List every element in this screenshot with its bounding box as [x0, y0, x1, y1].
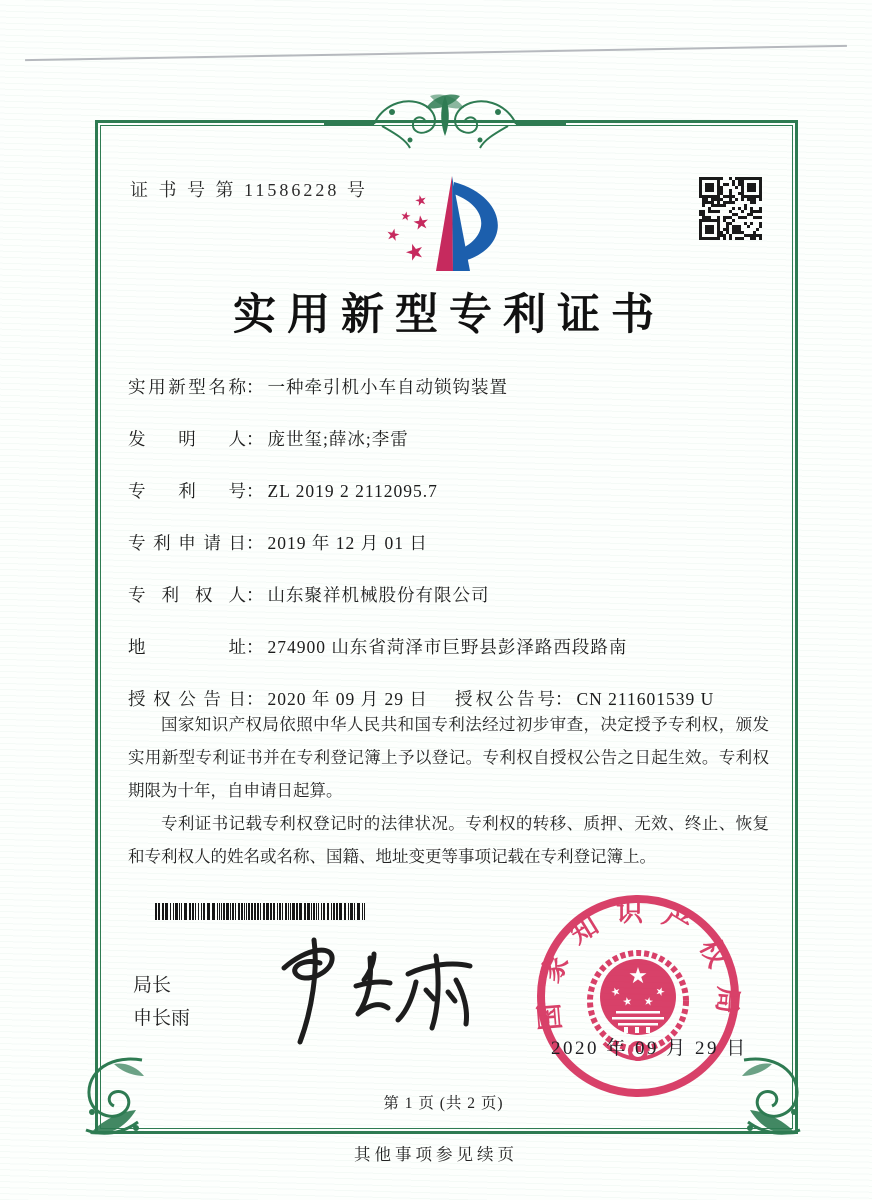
- field-value-grant-no: CN 211601539 U: [576, 689, 715, 709]
- grant-number-group: 授权公告号 ： CN 211601539 U: [455, 686, 714, 712]
- svg-text:★: ★: [411, 210, 432, 236]
- field-label: 授权公告号: [455, 689, 555, 709]
- continuation-note: 其他事项参见续页: [354, 1145, 518, 1164]
- field-row-name: 实用新型名称 ： 一种牵引机小车自动锁钩装置: [128, 374, 768, 426]
- field-label: 专利申请日: [128, 533, 246, 553]
- field-value-address: 274900 山东省菏泽市巨野县彭泽路西段路南: [267, 637, 628, 657]
- director-title: 局长: [133, 975, 172, 996]
- svg-text:★: ★: [401, 237, 429, 268]
- field-list: [128, 374, 768, 738]
- cnipa-logo: [353, 156, 531, 284]
- svg-text:★: ★: [642, 994, 655, 1009]
- svg-text:★: ★: [399, 208, 413, 224]
- svg-text:★: ★: [621, 994, 634, 1009]
- field-label: 专利号: [128, 481, 246, 501]
- field-value-grant-date: 2020 年 09 月 29 日: [267, 689, 428, 709]
- field-row-inventors: 发明人 ： 庞世玺;薛冰;李雷: [128, 426, 768, 478]
- scan-edge-line: [25, 45, 847, 61]
- legal-paragraph-1: 国家知识产权局依照中华人民共和国专利法经过初步审查，决定授予专利权，颁发实用新型专利证书并在专利登记簿上予以登记。专利权自授权公告之日起生效。专利权期限为十年，自申请日起算。: [128, 715, 769, 800]
- field-value-utility-name: 一种牵引机小车自动锁钩装置: [267, 377, 508, 397]
- field-label: 专利权人: [128, 585, 246, 605]
- field-row-patent-no: 专利号 ： ZL 2019 2 2112095.7: [128, 478, 768, 530]
- field-label: 地址: [128, 637, 246, 657]
- svg-text:★: ★: [384, 223, 403, 246]
- barcode: [155, 903, 369, 920]
- seal-ring-text: 国家知识产权局: [532, 897, 744, 1032]
- seal-date: 2020 年 09 月 29 日: [551, 1038, 748, 1059]
- official-seal: [532, 893, 744, 1105]
- field-row-filing-date: 专利申请日 ： 2019 年 12 月 01 日: [128, 530, 768, 582]
- qr-code: [699, 177, 762, 240]
- top-flourish-ornament: [322, 90, 568, 152]
- field-label: 授权公告日: [128, 689, 246, 709]
- svg-text:★: ★: [608, 983, 623, 1000]
- field-row-grant: 授权公告日 ： 2020 年 09 月 29 日 授权公告号 ： CN 211601539 U: [128, 686, 768, 738]
- field-value-inventors: 庞世玺;薛冰;李雷: [267, 429, 409, 449]
- svg-text:★: ★: [413, 191, 430, 211]
- logo-triangle-left: [436, 176, 453, 271]
- legal-paragraph-2: 专利证书记载专利权登记时的法律状况。专利权的转移、质押、无效、终止、恢复和专利权人的姓名或名称、国籍、地址变更等事项记载在专利登记簿上。: [128, 814, 769, 866]
- certificate-number: 证 书 号 第 11586228 号: [130, 180, 368, 200]
- field-label: 实用新型名称: [128, 377, 246, 397]
- director-name: 申长雨: [133, 1008, 191, 1029]
- field-row-address: 地址 ： 274900 山东省菏泽市巨野县彭泽路西段路南: [128, 634, 768, 686]
- field-row-patentee: 专利权人 ： 山东聚祥机械股份有限公司: [128, 582, 768, 634]
- certificate-title: 实用新型专利证书: [233, 292, 665, 339]
- director-signature: [258, 930, 483, 1048]
- field-value-patentee: 山东聚祥机械股份有限公司: [267, 585, 490, 605]
- svg-text:★: ★: [628, 964, 648, 989]
- legal-text: [128, 708, 769, 873]
- svg-text:★: ★: [653, 983, 668, 1000]
- field-value-patent-no: ZL 2019 2 2112095.7: [267, 481, 438, 501]
- field-value-filing-date: 2019 年 12 月 01 日: [267, 533, 428, 553]
- page-number: 第 1 页 (共 2 页): [383, 1095, 504, 1112]
- logo-stars: [384, 192, 431, 268]
- field-label: 发明人: [128, 429, 246, 449]
